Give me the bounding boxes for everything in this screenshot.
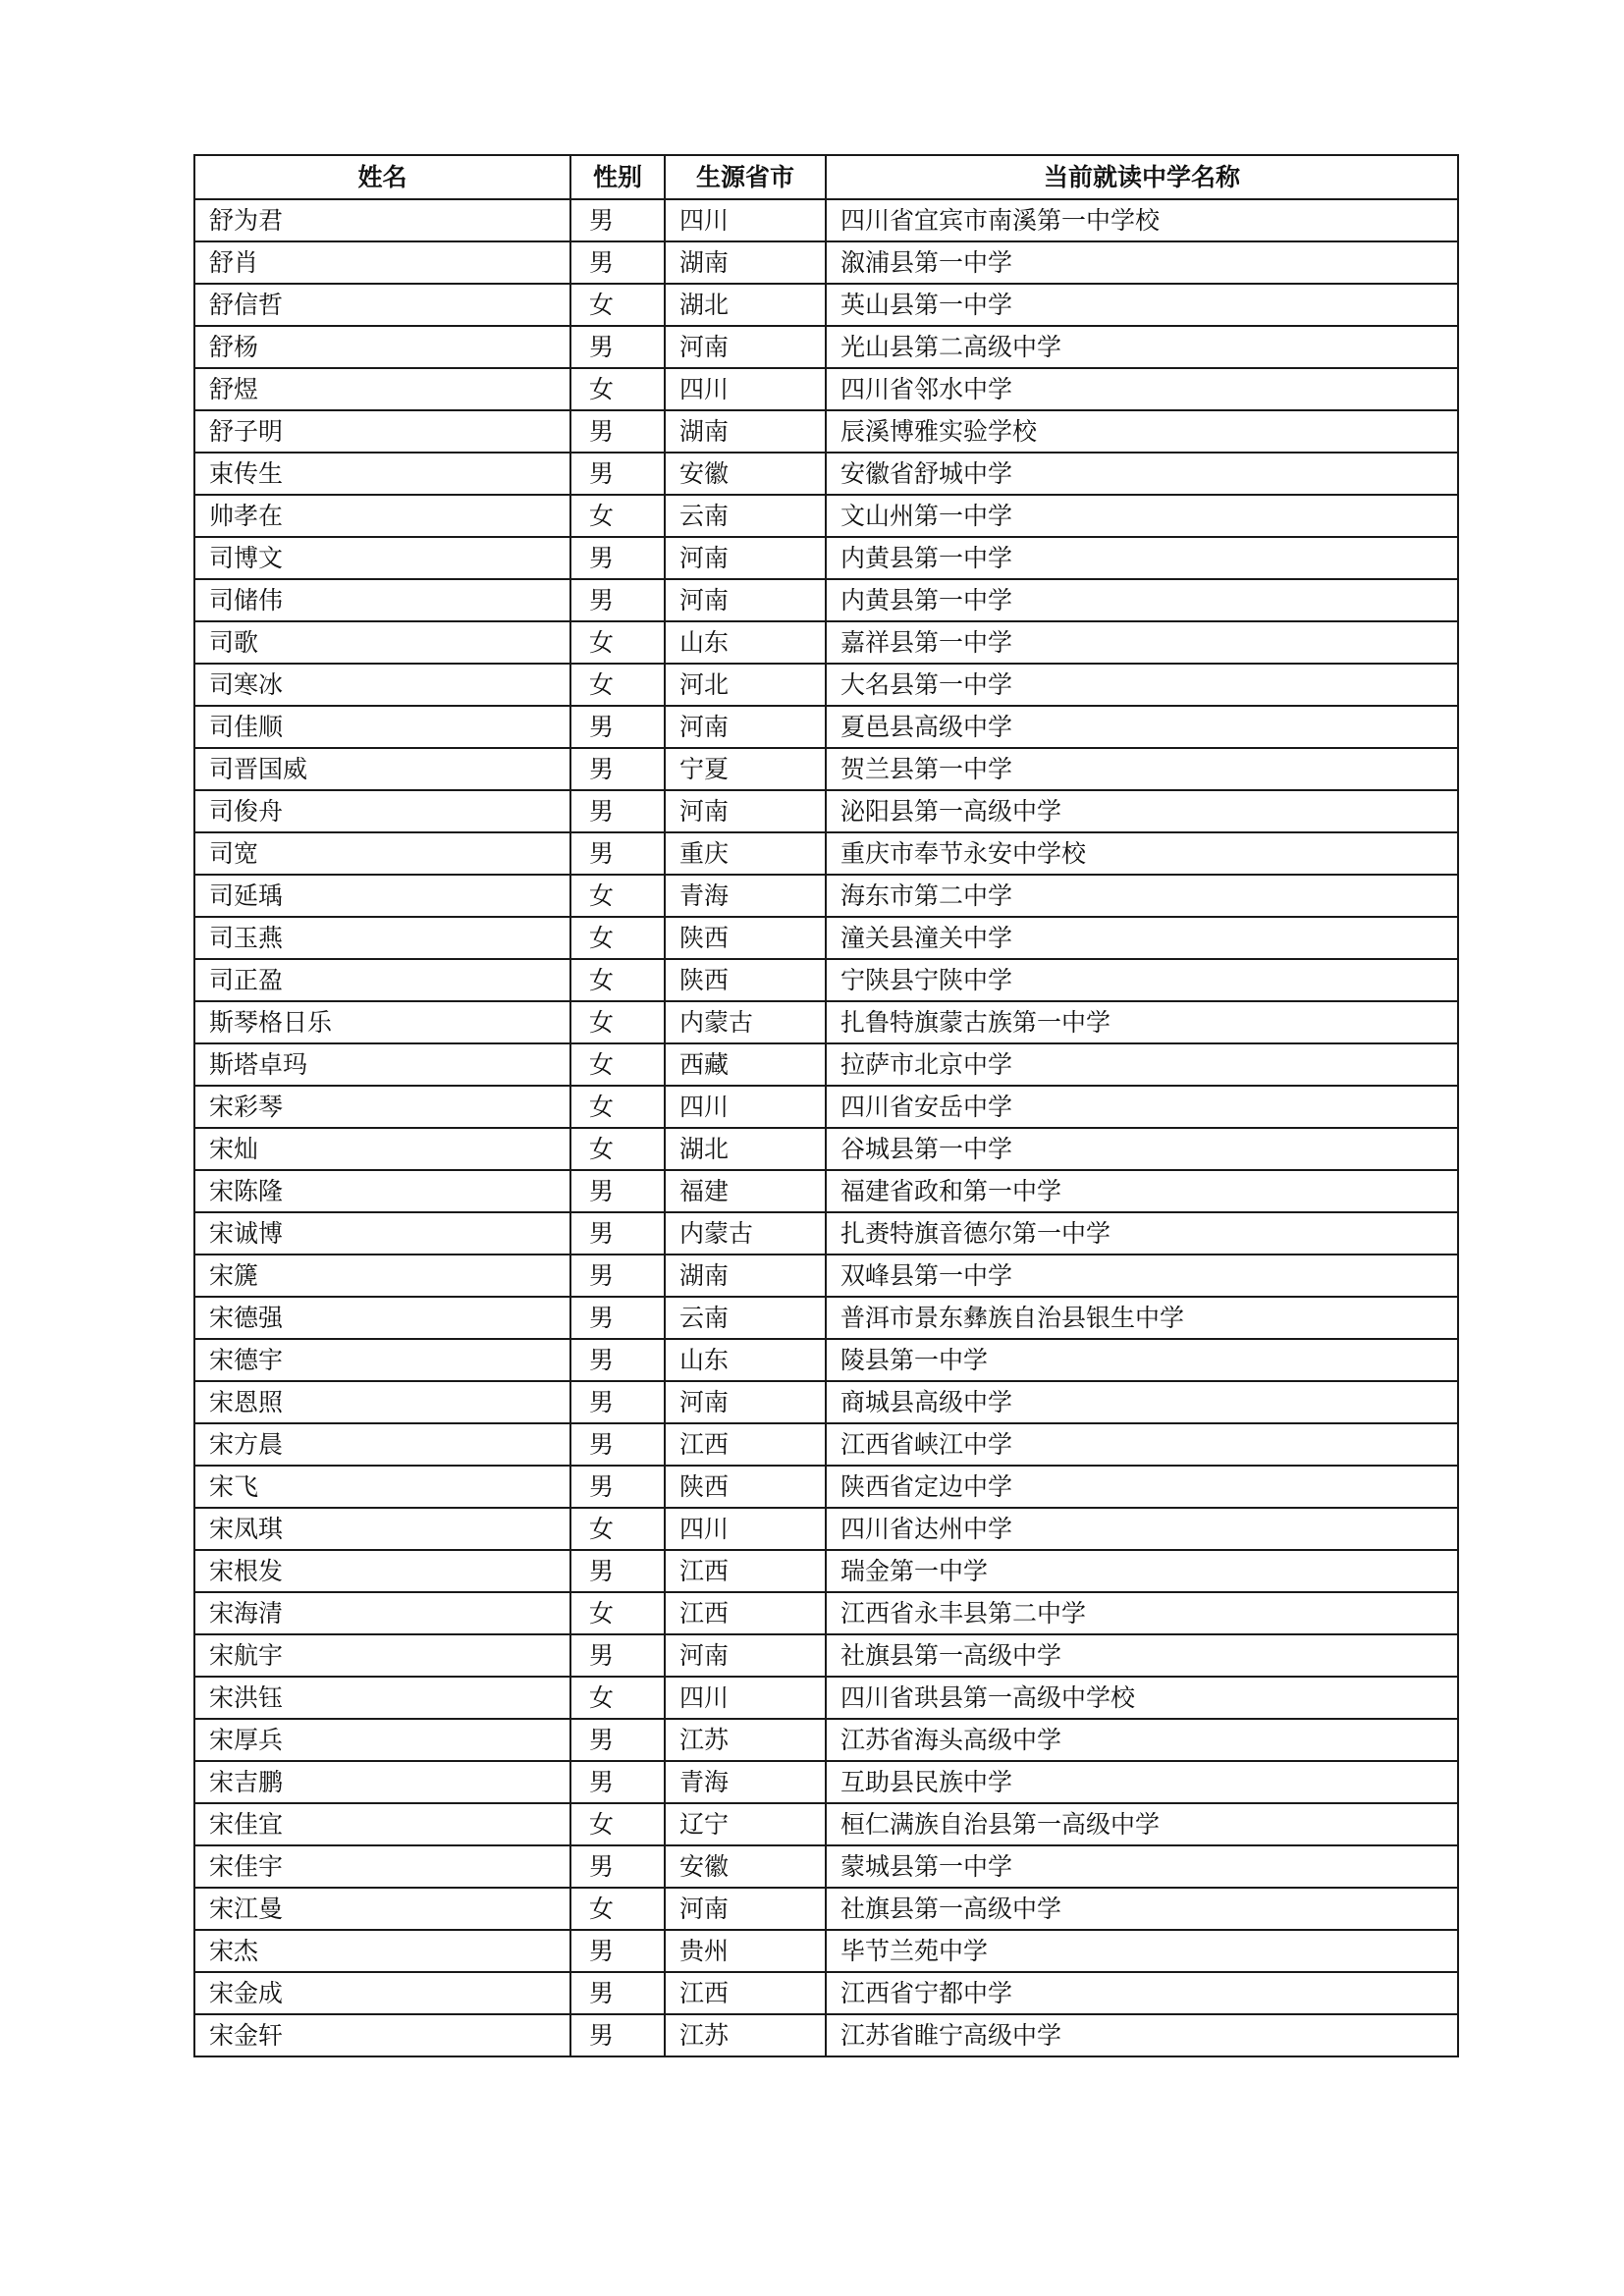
table-row [194,199,1458,241]
cell-province: 四川 [665,1508,826,1550]
cell-name: 舒为君 [194,199,570,241]
cell-province: 河南 [665,1634,826,1677]
cell-name: 宋诚博 [194,1212,570,1255]
cell-gender: 女 [570,368,665,410]
table-row [194,1001,1458,1043]
cell-province: 河南 [665,1888,826,1930]
table-row [194,832,1458,875]
cell-gender: 女 [570,495,665,537]
cell-gender: 男 [570,1761,665,1803]
table-row [194,664,1458,706]
cell-gender: 男 [570,832,665,875]
cell-province: 内蒙古 [665,1212,826,1255]
table-row [194,621,1458,664]
cell-gender: 男 [570,579,665,621]
cell-name: 舒子明 [194,410,570,453]
cell-name: 宋恩照 [194,1381,570,1423]
table-row [194,1930,1458,1972]
cell-province: 贵州 [665,1930,826,1972]
cell-name: 司延瑀 [194,875,570,917]
table-row [194,748,1458,790]
cell-name: 宋佳宇 [194,1845,570,1888]
cell-name: 斯塔卓玛 [194,1043,570,1086]
cell-province: 青海 [665,875,826,917]
cell-gender: 男 [570,1212,665,1255]
cell-province: 重庆 [665,832,826,875]
cell-school: 蒙城县第一中学 [826,1845,1458,1888]
cell-school: 桓仁满族自治县第一高级中学 [826,1803,1458,1845]
cell-name: 宋德宇 [194,1339,570,1381]
cell-school: 四川省宜宾市南溪第一中学校 [826,199,1458,241]
cell-province: 辽宁 [665,1803,826,1845]
cell-province: 四川 [665,1086,826,1128]
cell-gender: 男 [570,1381,665,1423]
cell-school: 江苏省睢宁高级中学 [826,2014,1458,2056]
cell-name: 宋彩琴 [194,1086,570,1128]
cell-name: 司正盈 [194,959,570,1001]
cell-province: 内蒙古 [665,1001,826,1043]
cell-school: 扎鲁特旗蒙古族第一中学 [826,1001,1458,1043]
cell-gender: 男 [570,453,665,495]
table-row [194,1677,1458,1719]
cell-province: 河南 [665,579,826,621]
cell-province: 福建 [665,1170,826,1212]
table-row [194,1634,1458,1677]
cell-name: 宋根发 [194,1550,570,1592]
cell-gender: 男 [570,199,665,241]
cell-province: 湖南 [665,241,826,284]
table-row [194,959,1458,1001]
cell-province: 青海 [665,1761,826,1803]
cell-province: 江西 [665,1423,826,1466]
cell-province: 山东 [665,621,826,664]
cell-province: 山东 [665,1339,826,1381]
table-row [194,1550,1458,1592]
cell-province: 四川 [665,1677,826,1719]
cell-gender: 女 [570,621,665,664]
cell-gender: 男 [570,1423,665,1466]
table-row [194,875,1458,917]
cell-name: 舒肖 [194,241,570,284]
cell-school: 江西省永丰县第二中学 [826,1592,1458,1634]
cell-gender: 女 [570,959,665,1001]
cell-name: 宋洪钰 [194,1677,570,1719]
cell-school: 毕节兰苑中学 [826,1930,1458,1972]
cell-school: 江西省宁都中学 [826,1972,1458,2014]
table-row [194,790,1458,832]
cell-school: 四川省邻水中学 [826,368,1458,410]
cell-gender: 女 [570,664,665,706]
cell-gender: 男 [570,748,665,790]
cell-name: 宋飞 [194,1466,570,1508]
cell-school: 社旗县第一高级中学 [826,1634,1458,1677]
cell-name: 舒杨 [194,326,570,368]
cell-province: 安徽 [665,453,826,495]
student-roster-table [193,154,1459,2057]
cell-school: 重庆市奉节永安中学校 [826,832,1458,875]
table-row [194,1170,1458,1212]
cell-province: 河南 [665,1381,826,1423]
cell-name: 司寒冰 [194,664,570,706]
cell-province: 江苏 [665,1719,826,1761]
cell-name: 宋佳宜 [194,1803,570,1845]
cell-gender: 男 [570,326,665,368]
cell-province: 江西 [665,1592,826,1634]
cell-province: 湖北 [665,1128,826,1170]
cell-name: 帅孝在 [194,495,570,537]
cell-school: 谷城县第一中学 [826,1128,1458,1170]
table-row [194,1466,1458,1508]
cell-gender: 女 [570,1803,665,1845]
table-row [194,1761,1458,1803]
cell-gender: 女 [570,875,665,917]
cell-gender: 女 [570,1592,665,1634]
cell-name: 宋杰 [194,1930,570,1972]
cell-gender: 男 [570,1634,665,1677]
cell-school: 文山州第一中学 [826,495,1458,537]
cell-name: 宋航宇 [194,1634,570,1677]
table-row [194,1297,1458,1339]
cell-gender: 女 [570,1128,665,1170]
cell-gender: 女 [570,1888,665,1930]
cell-province: 陕西 [665,959,826,1001]
cell-gender: 男 [570,790,665,832]
table-header-row [194,155,1458,199]
cell-province: 河南 [665,790,826,832]
cell-gender: 男 [570,241,665,284]
table-row [194,326,1458,368]
cell-name: 宋灿 [194,1128,570,1170]
cell-school: 普洱市景东彝族自治县银生中学 [826,1297,1458,1339]
cell-school: 贺兰县第一中学 [826,748,1458,790]
cell-name: 宋金轩 [194,2014,570,2056]
header-name: 姓名 [194,155,570,199]
table-row [194,1043,1458,1086]
cell-province: 四川 [665,368,826,410]
table-row [194,1381,1458,1423]
table-row [194,1128,1458,1170]
cell-school: 四川省安岳中学 [826,1086,1458,1128]
cell-gender: 女 [570,1508,665,1550]
cell-gender: 男 [570,1339,665,1381]
cell-school: 四川省珙县第一高级中学校 [826,1677,1458,1719]
cell-name: 司宽 [194,832,570,875]
cell-gender: 女 [570,1043,665,1086]
cell-school: 辰溪博雅实验学校 [826,410,1458,453]
cell-gender: 男 [570,1297,665,1339]
table-row [194,1972,1458,2014]
cell-province: 江西 [665,1550,826,1592]
cell-school: 拉萨市北京中学 [826,1043,1458,1086]
cell-name: 舒煜 [194,368,570,410]
cell-school: 双峰县第一中学 [826,1255,1458,1297]
cell-province: 湖南 [665,1255,826,1297]
cell-school: 瑞金第一中学 [826,1550,1458,1592]
cell-school: 内黄县第一中学 [826,537,1458,579]
table-row [194,1086,1458,1128]
cell-school: 潼关县潼关中学 [826,917,1458,959]
cell-school: 福建省政和第一中学 [826,1170,1458,1212]
cell-name: 宋德强 [194,1297,570,1339]
cell-school: 内黄县第一中学 [826,579,1458,621]
cell-name: 宋篪 [194,1255,570,1297]
cell-name: 司博文 [194,537,570,579]
cell-school: 海东市第二中学 [826,875,1458,917]
cell-name: 司俊舟 [194,790,570,832]
cell-school: 社旗县第一高级中学 [826,1888,1458,1930]
cell-gender: 男 [570,1466,665,1508]
table-row [194,1592,1458,1634]
cell-school: 扎赉特旗音德尔第一中学 [826,1212,1458,1255]
cell-gender: 男 [570,1972,665,2014]
cell-name: 宋海清 [194,1592,570,1634]
table-row [194,706,1458,748]
table-row [194,1212,1458,1255]
table-row [194,241,1458,284]
table-row [194,453,1458,495]
table-row [194,1339,1458,1381]
cell-name: 斯琴格日乐 [194,1001,570,1043]
cell-name: 宋凤琪 [194,1508,570,1550]
table-row [194,368,1458,410]
table-row [194,495,1458,537]
cell-province: 陕西 [665,917,826,959]
cell-name: 束传生 [194,453,570,495]
table-body [194,199,1458,2056]
cell-school: 陵县第一中学 [826,1339,1458,1381]
cell-name: 司晋国威 [194,748,570,790]
cell-school: 四川省达州中学 [826,1508,1458,1550]
cell-school: 江西省峡江中学 [826,1423,1458,1466]
cell-province: 河南 [665,706,826,748]
table-row [194,1255,1458,1297]
table-row [194,917,1458,959]
table-row [194,1508,1458,1550]
table-row [194,1845,1458,1888]
cell-school: 互助县民族中学 [826,1761,1458,1803]
cell-school: 宁陕县宁陕中学 [826,959,1458,1001]
cell-name: 司玉燕 [194,917,570,959]
cell-province: 云南 [665,1297,826,1339]
cell-gender: 男 [570,1719,665,1761]
cell-name: 宋金成 [194,1972,570,2014]
cell-name: 司歌 [194,621,570,664]
cell-school: 嘉祥县第一中学 [826,621,1458,664]
cell-name: 宋吉鹏 [194,1761,570,1803]
cell-province: 四川 [665,199,826,241]
cell-name: 司储伟 [194,579,570,621]
cell-gender: 女 [570,1001,665,1043]
table-row [194,284,1458,326]
table-row [194,579,1458,621]
cell-school: 夏邑县高级中学 [826,706,1458,748]
table-row [194,537,1458,579]
cell-province: 河北 [665,664,826,706]
cell-province: 河南 [665,537,826,579]
cell-school: 大名县第一中学 [826,664,1458,706]
cell-gender: 男 [570,1845,665,1888]
table-row [194,410,1458,453]
table-row [194,1888,1458,1930]
cell-province: 陕西 [665,1466,826,1508]
cell-gender: 男 [570,410,665,453]
cell-school: 泌阳县第一高级中学 [826,790,1458,832]
cell-name: 宋方晨 [194,1423,570,1466]
cell-school: 英山县第一中学 [826,284,1458,326]
cell-province: 江西 [665,1972,826,2014]
table-row [194,1423,1458,1466]
cell-school: 光山县第二高级中学 [826,326,1458,368]
table-row [194,1803,1458,1845]
cell-name: 宋江曼 [194,1888,570,1930]
cell-name: 宋厚兵 [194,1719,570,1761]
cell-school: 江苏省海头高级中学 [826,1719,1458,1761]
cell-province: 云南 [665,495,826,537]
header-school: 当前就读中学名称 [826,155,1458,199]
cell-gender: 男 [570,1550,665,1592]
cell-gender: 男 [570,1255,665,1297]
cell-gender: 男 [570,537,665,579]
cell-province: 西藏 [665,1043,826,1086]
header-province: 生源省市 [665,155,826,199]
cell-gender: 女 [570,917,665,959]
cell-gender: 女 [570,1677,665,1719]
cell-gender: 男 [570,2014,665,2056]
cell-school: 陕西省定边中学 [826,1466,1458,1508]
cell-name: 舒信哲 [194,284,570,326]
cell-name: 司佳顺 [194,706,570,748]
cell-province: 河南 [665,326,826,368]
cell-gender: 男 [570,706,665,748]
cell-gender: 男 [570,1170,665,1212]
cell-name: 宋陈隆 [194,1170,570,1212]
cell-gender: 女 [570,1086,665,1128]
cell-province: 宁夏 [665,748,826,790]
cell-province: 湖北 [665,284,826,326]
cell-school: 安徽省舒城中学 [826,453,1458,495]
cell-province: 安徽 [665,1845,826,1888]
table-row [194,1719,1458,1761]
cell-school: 溆浦县第一中学 [826,241,1458,284]
cell-province: 江苏 [665,2014,826,2056]
cell-school: 商城县高级中学 [826,1381,1458,1423]
cell-gender: 男 [570,1930,665,1972]
cell-gender: 女 [570,284,665,326]
document-page [193,154,1457,2057]
table-row [194,2014,1458,2056]
cell-province: 湖南 [665,410,826,453]
header-gender: 性别 [570,155,665,199]
